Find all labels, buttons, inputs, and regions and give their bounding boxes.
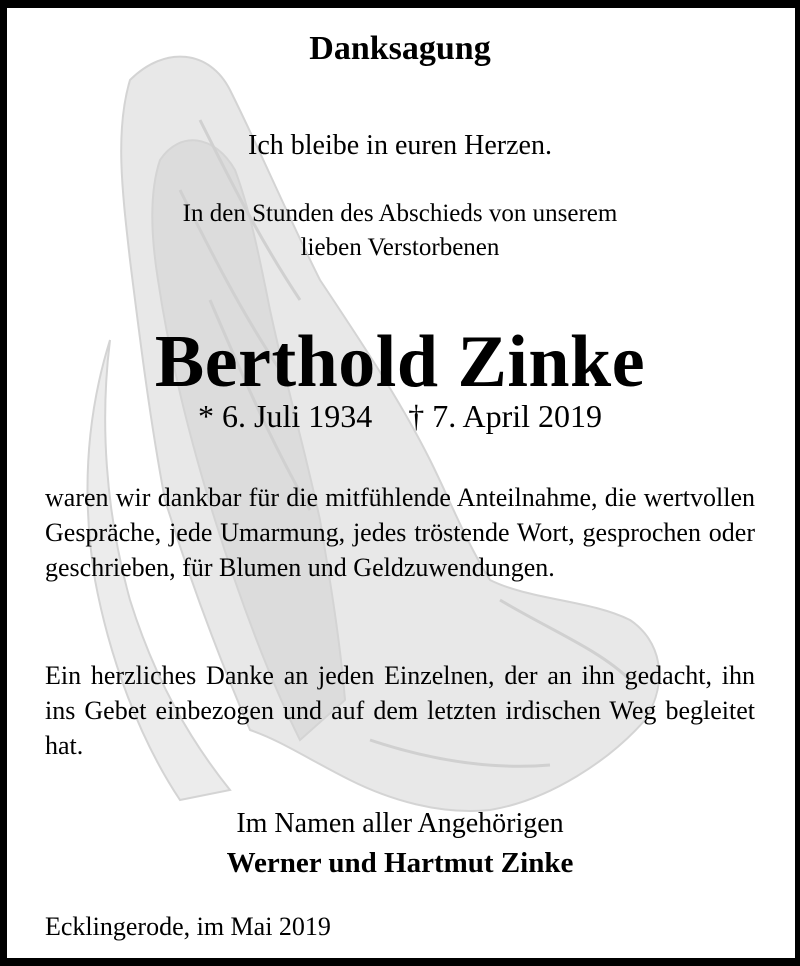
intro-text-content: In den Stunden des Abschieds von unserem lieben Verstorbenen	[182, 200, 618, 261]
motto-line: Ich bleibe in euren Herzen.	[248, 130, 552, 161]
deceased-name: Berthold Zinke	[154, 321, 646, 403]
death-date: † 7. April 2019	[408, 398, 602, 434]
signers: Werner und Hartmut Zinke	[226, 847, 574, 879]
notice-heading: Danksagung	[309, 30, 491, 67]
thanks-paragraph-1: waren wir dankbar für die mitfühlende Anteilnahme, die wertvollen Gespräche, jede Umarmung, jedes tröstende Wort, gesprochen oder geschrieben, für Blumen und Geldzuwendungen.	[45, 483, 755, 582]
birth-date: * 6. Juli 1934	[197, 398, 373, 434]
closing-line: Im Namen aller Angehörigen	[236, 808, 564, 839]
thanks-paragraph-2: Ein herzliches Danke an jeden Einzelnen, der an ihn gedacht, ihn ins Gebet einbezogen und auf dem letzten irdischen Weg begleitet hat.	[45, 661, 755, 760]
life-dates	[0, 398, 800, 435]
intro-text	[150, 197, 650, 265]
place-date: Ecklingerode, im Mai 2019	[45, 912, 331, 941]
